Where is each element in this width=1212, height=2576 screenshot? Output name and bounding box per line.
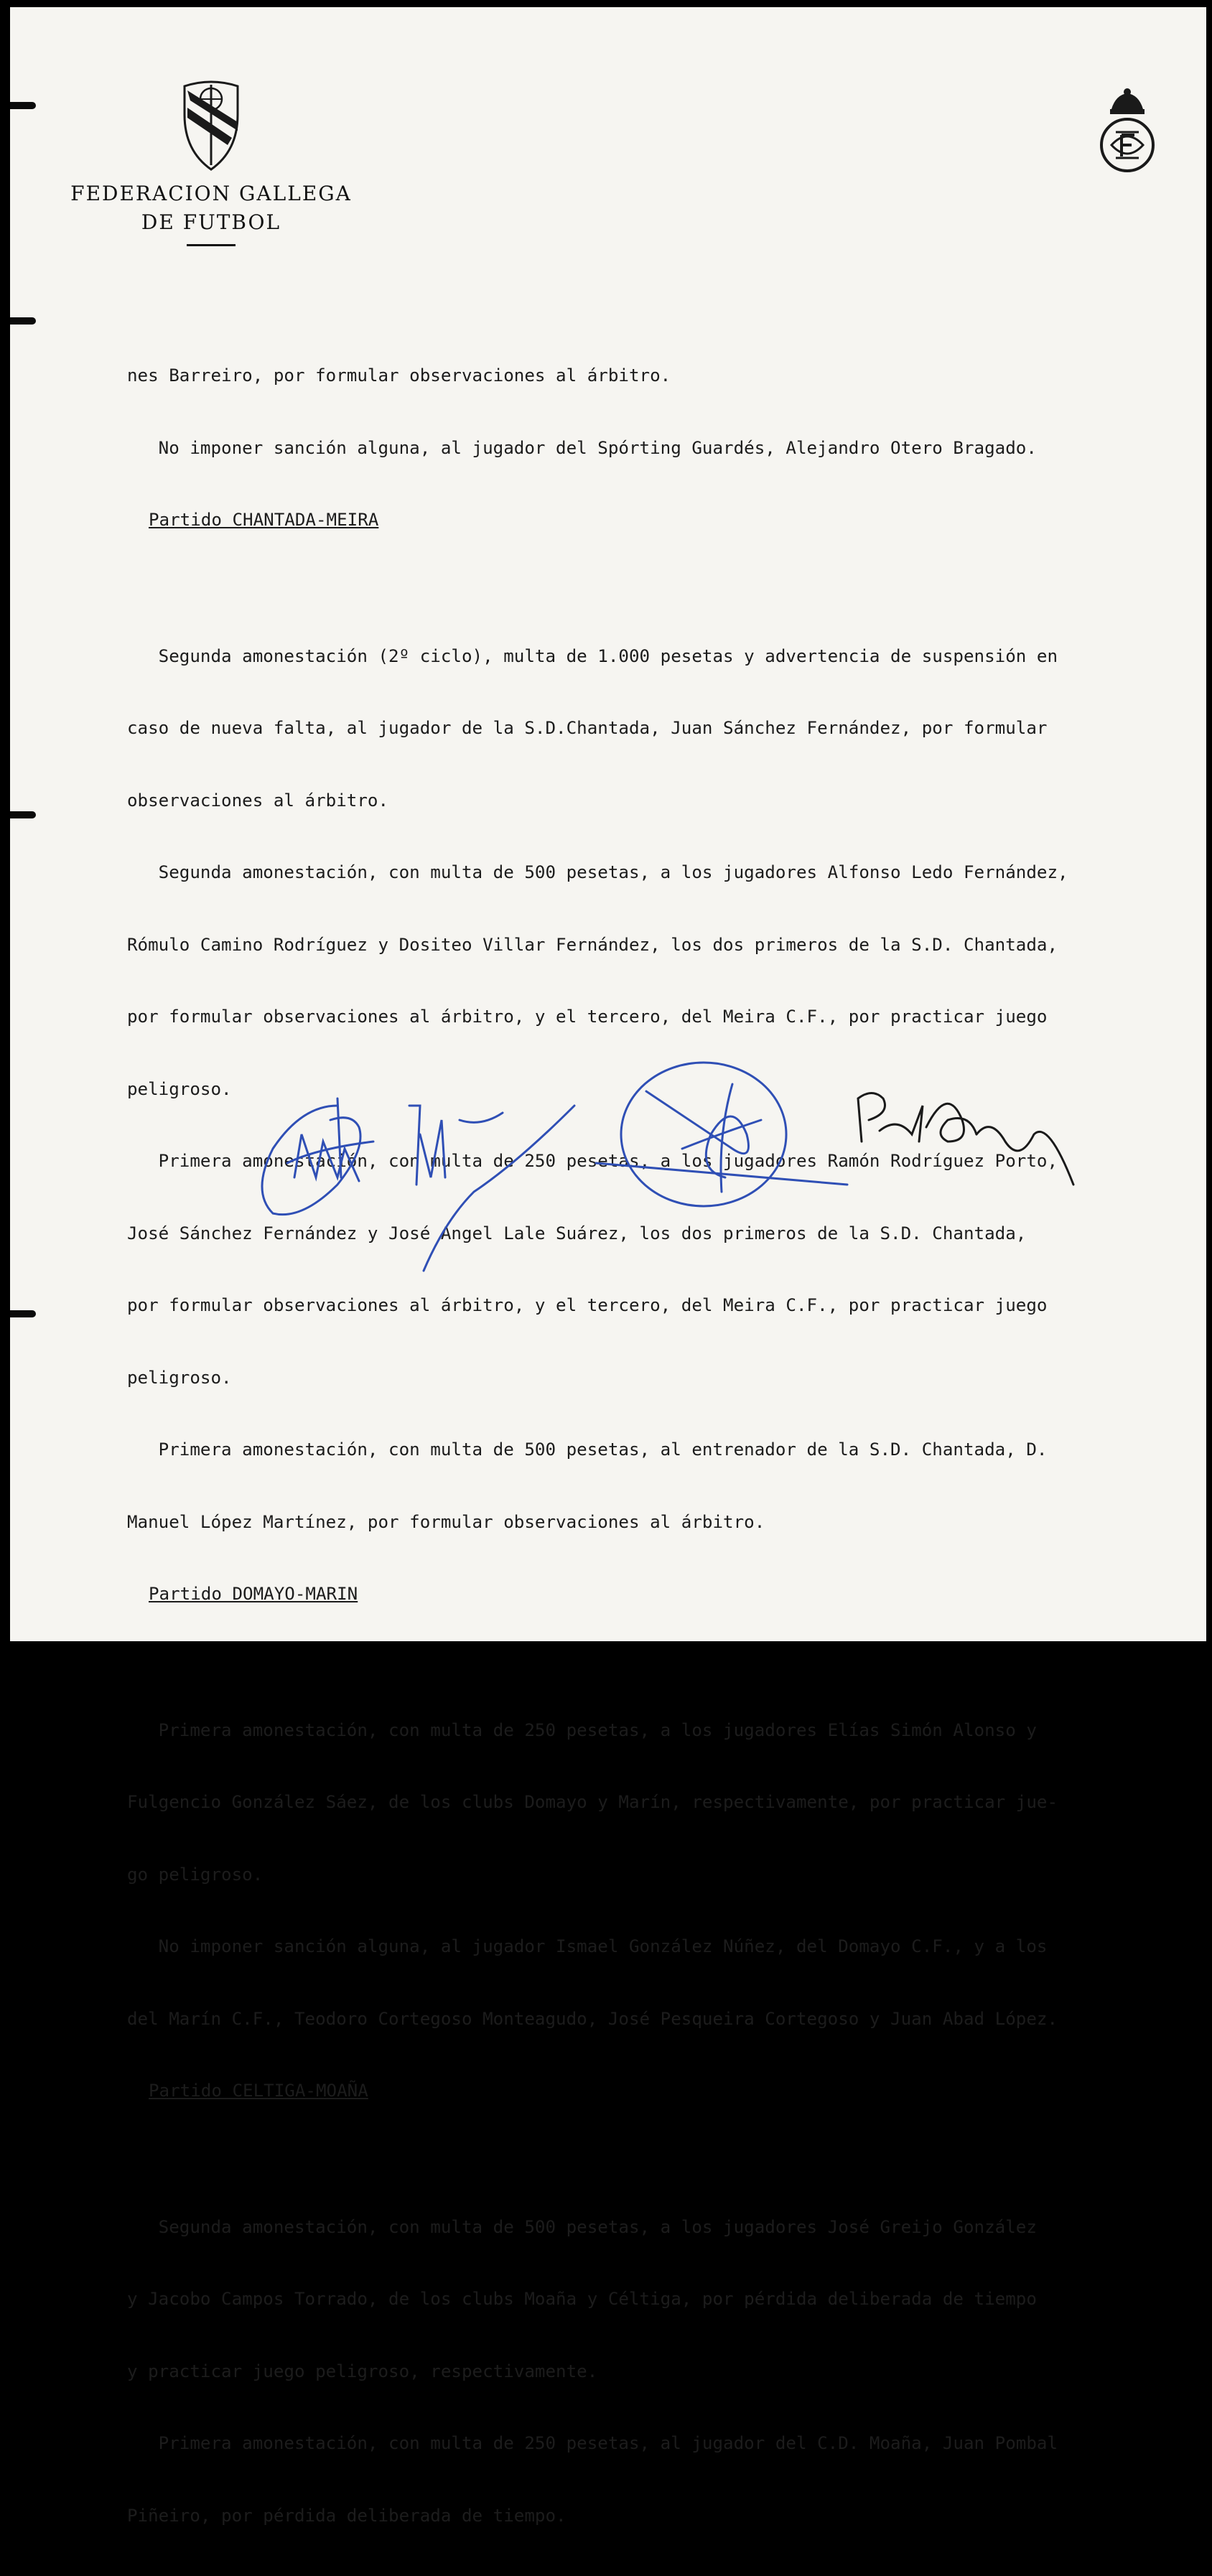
organization-name: FEDERACION GALLEGA <box>70 182 352 205</box>
text-line: go peligroso. <box>127 1864 264 1885</box>
text-line: peligroso. <box>127 1078 232 1099</box>
text-line: peligroso. <box>127 1367 232 1388</box>
text-line: José Sánchez Fernández y José Angel Lale Suárez, los dos primeros de la S.D. Chantada, <box>127 1223 1027 1243</box>
text-line: por formular observaciones al árbitro, y el tercero, del Meira C.F., por practicar juego <box>127 1295 1048 1315</box>
federation-shield-icon <box>180 79 242 172</box>
text-line: nes Barreiro, por formular observaciones al árbitro. <box>127 365 671 386</box>
binder-hole <box>10 317 36 325</box>
text-line: No imponer sanción alguna, al jugador del Spórting Guardés, Alejandro Otero Bragado. <box>127 437 1037 458</box>
text-line: y Jacobo Campos Torrado, de los clubs Moaña y Céltiga, por pérdida deliberada de tiempo <box>127 2289 1037 2309</box>
text-line: por formular observaciones al árbitro, y el tercero, del Meira C.F., por practicar juego <box>127 1007 1048 1027</box>
letterhead <box>60 79 362 246</box>
text-line: Primera amonestación, con multa de 250 pesetas, al jugador del C.D. Moaña, Juan Pombal <box>127 2433 1058 2453</box>
section-heading: Partido DOMAYO-MARIN <box>149 1584 358 1604</box>
crowned-fef-emblem-icon <box>1094 88 1160 175</box>
text-line: Segunda amonestación, con multa de 500 pesetas, a los jugadores José Greijo González <box>127 2216 1037 2237</box>
resolution-text <box>127 316 1197 2576</box>
text-line: Primera amonestación, con multa de 250 pesetas, a los jugadores Ramón Rodríguez Porto, <box>127 1151 1058 1171</box>
binder-hole <box>10 1310 36 1317</box>
text-line: Rómulo Camino Rodríguez y Dositeo Villar Fernández, los dos primeros de la S.D. Chantada, <box>127 934 1058 955</box>
letterhead-rule <box>187 244 236 246</box>
text-line: No imponer sanción alguna, al jugador Ismael González Núñez, del Domayo C.F., y a los <box>127 1936 1048 1956</box>
text-line: Manuel López Martínez, por formular observaciones al árbitro. <box>127 1511 765 1532</box>
binder-hole <box>10 811 36 818</box>
document-page <box>10 7 1206 2526</box>
text-line: Segunda amonestación (2º ciclo), multa de 1.000 pesetas y advertencia de suspensión en <box>127 645 1058 666</box>
text-line: Segunda amonestación, con multa de 500 pesetas, a los jugadores Alfonso Ledo Fernández, <box>127 862 1068 882</box>
text-line: y practicar juego peligroso, respectivamente. <box>127 2361 598 2381</box>
text-line: Fulgencio González Sáez, de los clubs Domayo y Marín, respectivamente, por practicar jue- <box>127 1792 1058 1812</box>
section-heading: Partido CHANTADA-MEIRA <box>149 510 379 530</box>
organization-name-line-2: DE FUTBOL <box>141 210 281 234</box>
text-line: Primera amonestación, con multa de 500 pesetas, al entrenador de la S.D. Chantada, D. <box>127 1439 1048 1460</box>
text-line: observaciones al árbitro. <box>127 790 389 811</box>
text-line: Piñeiro, por pérdida deliberada de tiempo. <box>127 2505 567 2526</box>
text-line: Primera amonestación, con multa de 250 pesetas, a los jugadores Elías Simón Alonso y <box>127 1719 1037 1740</box>
binder-hole <box>10 102 36 109</box>
section-heading: Partido CELTIGA-MOAÑA <box>149 2081 368 2101</box>
text-line: caso de nueva falta, al jugador de la S.D.Chantada, Juan Sánchez Fernández, por formular <box>127 718 1048 738</box>
text-line: del Marín C.F., Teodoro Cortegoso Monteagudo, José Pesqueira Cortegoso y Juan Abad López. <box>127 2008 1058 2029</box>
